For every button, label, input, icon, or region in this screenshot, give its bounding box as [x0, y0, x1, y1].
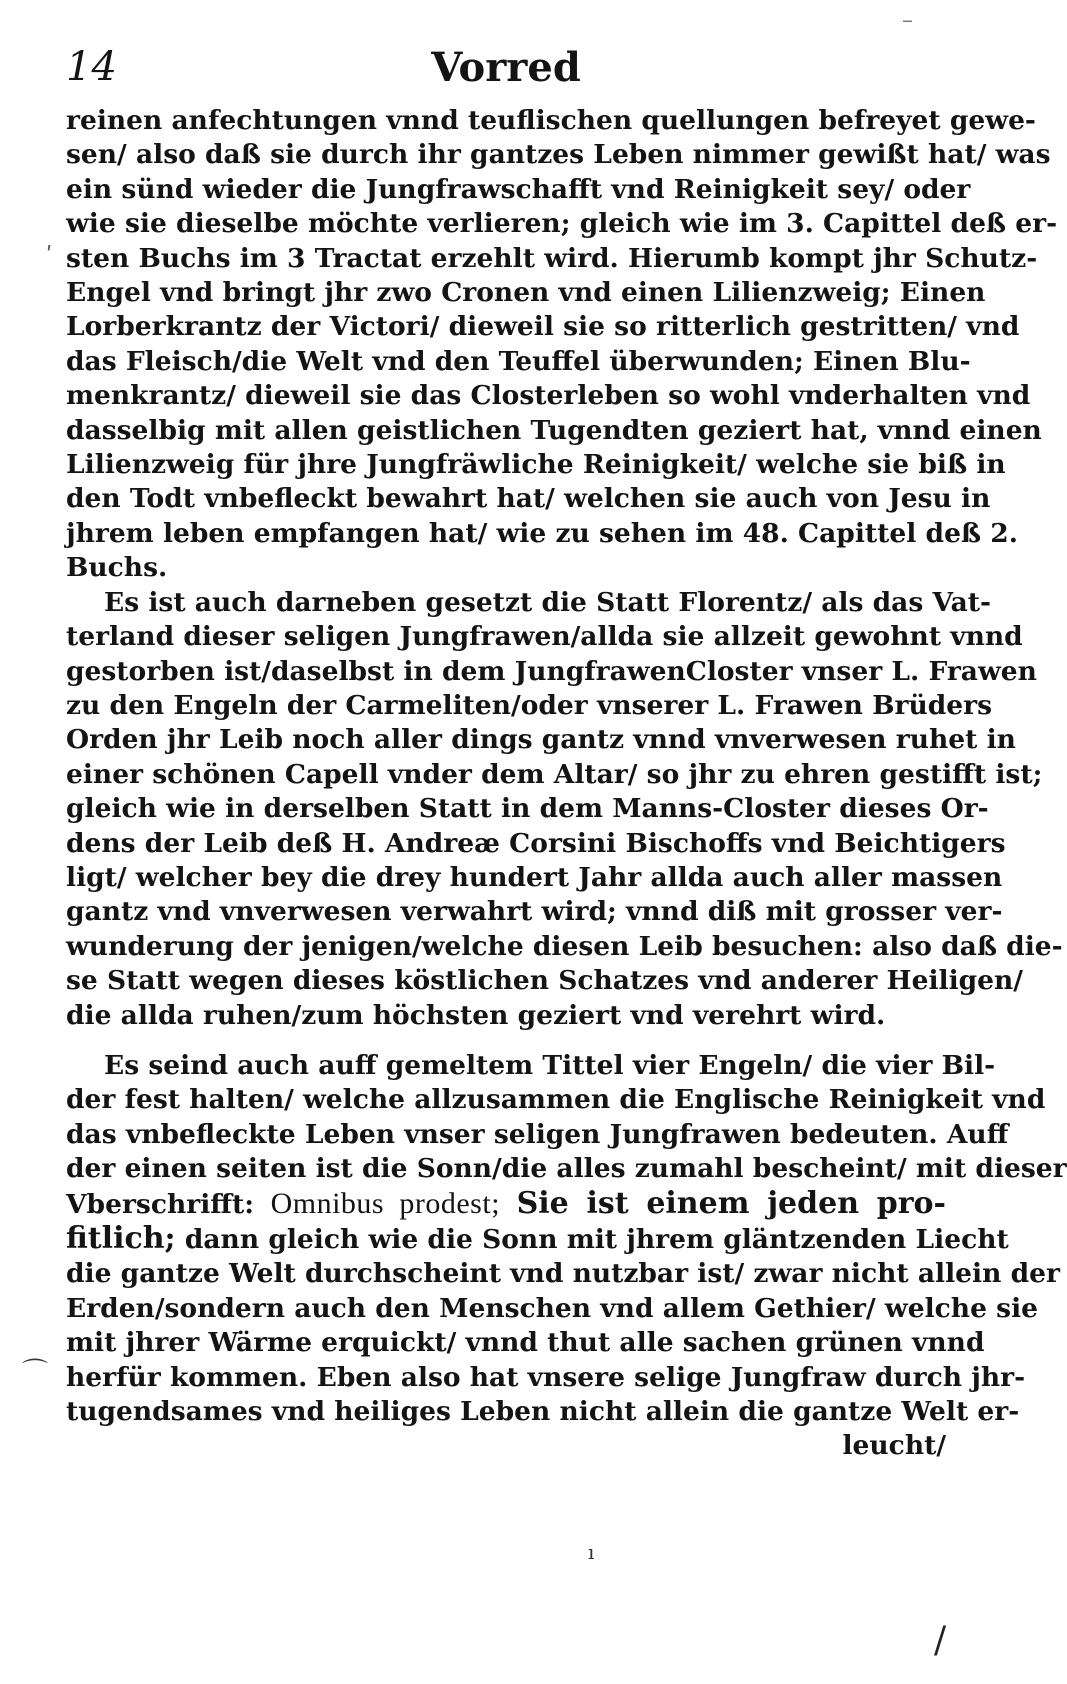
- text-line: reinen anfechtungen vnnd teuflischen quellungen befreyet gewe-: [66, 105, 1036, 136]
- text-line: Orden jhr Leib noch aller dings gantz vnnd vnverwesen ruhet in: [66, 724, 1016, 756]
- text-line: terland dieser seligen Jungfrawen/allda sie allzeit gewohnt vnnd: [66, 621, 1023, 653]
- running-head: Vorred: [431, 44, 581, 91]
- body-text: [66, 104, 1067, 1464]
- text-line: der einen seiten ist die Sonn/die alles zumahl bescheint/ mit dieser: [66, 1153, 1067, 1185]
- text-line: wunderung der jenigen/welche diesen Leib besuchen: also daß die-: [66, 930, 1063, 962]
- catchword: leucht/: [842, 1430, 946, 1462]
- text-line: herfür kommen. Eben also hat vnsere selige Jungfraw durch jhr-: [66, 1361, 1026, 1393]
- margin-mark: ⌒: [22, 1358, 49, 1388]
- text-line: gleich wie in derselben Statt in dem Manns-Closter dieses Or-: [66, 793, 989, 825]
- text-line: [66, 1221, 1009, 1257]
- text-line: Lilienzweig für jhre Jungfräwliche Reinigkeit/ welche sie biß in: [66, 449, 1006, 481]
- text-line: Lorberkrantz der Victori/ dieweil sie so ritterlich gestritten/ vnd: [66, 311, 1020, 343]
- text-span: fitlich;: [66, 1221, 176, 1256]
- text-line: mit jhrer Wärme erquickt/ vnnd thut alle sachen grünen vnnd: [66, 1327, 985, 1359]
- margin-mark: /: [934, 1620, 947, 1661]
- text-line: gantz vnd vnverwesen verwahrt wird; vnnd diß mit grosser ver-: [66, 896, 1003, 928]
- text-line: dasselbig mit allen geistlichen Tugendten geziert hat, vnnd einen: [66, 414, 1042, 446]
- margin-mark: ı: [588, 1540, 595, 1564]
- text-line: zu den Engeln der Carmeliten/oder vnserer L. Frawen Brüders: [66, 689, 993, 721]
- text-line: sten Buchs im 3 Tractat erzehlt wird. Hierumb kompt jhr Schutz-: [66, 242, 1038, 274]
- text-span: Sie ist einem jeden pro-: [516, 1185, 946, 1221]
- text-line: das Fleisch/die Welt vnd den Teuffel überwunden; Einen Blu-: [66, 345, 971, 377]
- text-line: Buchs.: [66, 552, 168, 584]
- text-line: das vnbefleckte Leben vnser seligen Jungfrawen bedeuten. Auff: [66, 1118, 1009, 1150]
- text-line: ligt/ welcher bey die drey hundert Jahr allda auch aller massen: [66, 861, 1003, 893]
- text-span: dann gleich wie die Sonn mit jhrem gläntzenden Liecht: [184, 1224, 1009, 1255]
- text-line: den Todt vnbefleckt bewahrt hat/ welchen sie auch von Jesu in: [66, 483, 991, 515]
- page-number: 14: [66, 44, 117, 90]
- latin-motto: Omnibus prodest;: [270, 1186, 501, 1220]
- text-line: sen/ also daß sie durch ihr gantzes Leben nimmer gewißt hat/ was: [66, 139, 1051, 171]
- text-line: gestorben ist/daselbst in dem JungfrawenCloster vnser L. Frawen: [66, 655, 1037, 687]
- margin-mark: –: [902, 8, 913, 33]
- text-line: ein sünd wieder die Jungfrawschafft vnd Reinigkeit sey/ oder: [66, 173, 971, 205]
- text-line: se Statt wegen dieses köstlichen Schatzes vnd anderer Heiligen/: [66, 965, 1023, 997]
- text-line: der fest halten/ welche allzusammen die Englische Reinigkeit vnd: [66, 1084, 1046, 1116]
- page-header: [66, 44, 946, 104]
- text-line: die gantze Welt durchscheint vnd nutzbar ist/ zwar nicht allein der: [66, 1258, 1060, 1290]
- text-line: die allda ruhen/zum höchsten geziert vnd verehrt wird.: [66, 999, 886, 1031]
- margin-mark: ʹ: [46, 244, 53, 269]
- text-line: wie sie dieselbe möchte verlieren; gleich wie im 3. Capittel deß er-: [66, 208, 1058, 240]
- text-line: einer schönen Capell vnder dem Altar/ so jhr zu ehren gestifft ist;: [66, 758, 1043, 790]
- text-line: Erden/sondern auch den Menschen vnd allem Gethier/ welche sie: [66, 1292, 1038, 1324]
- text-line: dens der Leib deß H. Andreæ Corsini Bischoffs vnd Beichtigers: [66, 827, 1006, 859]
- text-line: [66, 1187, 946, 1222]
- text-span: Vberschrifft:: [66, 1188, 255, 1220]
- text-line: Engel vnd bringt jhr zwo Cronen vnd einen Lilienzweig; Einen: [66, 277, 986, 309]
- text-line: tugendsames vnd heiliges Leben nicht allein die gantze Welt er-: [66, 1396, 1020, 1428]
- text-line: Es seind auch auff gemeltem Tittel vier Engeln/ die vier Bil-: [104, 1049, 996, 1081]
- text-line: menkrantz/ dieweil sie das Closterleben so wohl vnderhalten vnd: [66, 380, 1031, 412]
- text-line: Es ist auch darneben gesetzt die Statt Florentz/ als das Vat-: [104, 586, 991, 618]
- text-line: jhrem leben empfangen hat/ wie zu sehen im 48. Capittel deß 2.: [66, 517, 1018, 549]
